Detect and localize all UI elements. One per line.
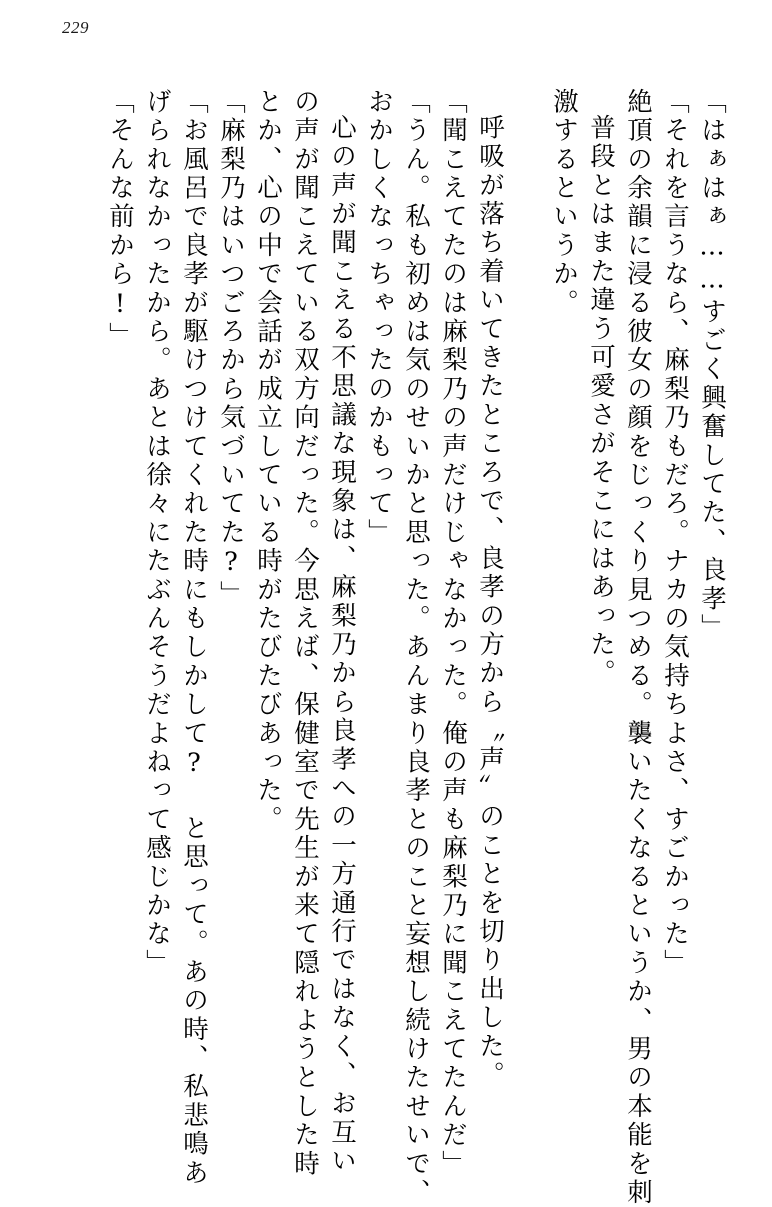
text-line: 呼吸が落ち着いてきたところで、良孝の方から〝声〟のことを切り出した。 xyxy=(475,114,505,1090)
text-line: 「そんな前から!」 xyxy=(105,88,135,351)
text-line: 「お風呂で良孝が駆けつけてくれた時にもしかして? と思って。あの時、私悲鳴あ xyxy=(179,88,209,1188)
text-line: とか、心の中で会話が成立している時がたびたびあった。 xyxy=(253,88,283,835)
text-line xyxy=(502,88,539,1128)
page-number: 229 xyxy=(62,18,89,37)
text-line: の声が聞こえている双方向だった。今思えば、保健室で先生が来て隠れようとした時 xyxy=(290,88,320,1179)
text-line: 絶頂の余韻に浸る彼女の顔をじっくり見つめる。襲いたくなるというか、男の本能を刺 xyxy=(623,88,653,1207)
text-line: 心の声が聞こえる不思議な現象は、麻梨乃から良孝への一方通行ではなく、お互い xyxy=(327,114,357,1176)
vertical-text-body xyxy=(48,88,727,1207)
text-line: 「麻梨乃はいつごろから気づいてた?」 xyxy=(216,88,246,610)
text-line: 「聞こえてたのは麻梨乃の声だけじゃなかった。俺の声も麻梨乃に聞こえてたんだ」 xyxy=(438,88,468,1179)
text-line: おかしくなっちゃったのかもって」 xyxy=(364,88,394,548)
text-line: 激するというか。 xyxy=(549,88,579,318)
text-line: 「はぁはぁ……すごく興奮してた、良孝」 xyxy=(697,88,727,643)
text-line: 「それを言うなら、麻梨乃もだろ。ナカの気持ちよさ、すごかった」 xyxy=(660,88,690,978)
text-line: 普段とはまた違う可愛さがそこにはあった。 xyxy=(586,114,616,688)
text-line: げられなかったから。あとは徐々にたぶんそうだよねって感じかな」 xyxy=(142,88,172,978)
text-line: 「うん。私も初めは気のせいかと思った。あんまり良孝とのこと妄想し続けたせいで、 xyxy=(401,88,431,1207)
